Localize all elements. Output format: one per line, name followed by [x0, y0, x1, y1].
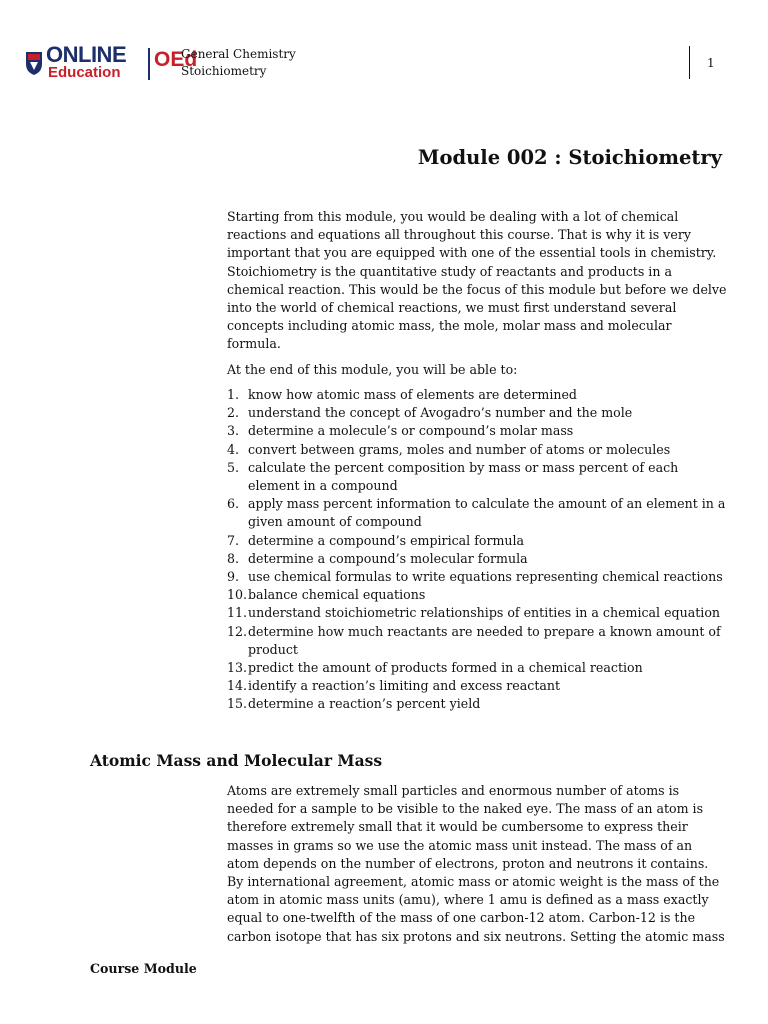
- list-item: [227, 386, 727, 404]
- list-item: [227, 659, 727, 677]
- list-number: 2.: [227, 405, 240, 421]
- list-number: 12.: [227, 623, 248, 639]
- list-number: 8.: [227, 550, 240, 566]
- list-number: 15.: [227, 696, 248, 712]
- list-item: [227, 404, 727, 422]
- list-number: 3.: [227, 423, 240, 439]
- list-number: 14.: [227, 678, 248, 694]
- list-number: 1.: [227, 387, 240, 402]
- list-number: 6.: [227, 496, 240, 512]
- list-item: [227, 495, 727, 531]
- shield-icon: [24, 50, 44, 76]
- list-item: [227, 677, 727, 695]
- outcomes-lead-text: At the end of this module, you will be able to:: [227, 362, 518, 377]
- list-item: [227, 459, 727, 495]
- intro-paragraph: [227, 208, 727, 354]
- logo-word-online: ONLINE: [46, 42, 127, 67]
- learning-outcomes-list: [227, 386, 727, 714]
- page-number-divider: [689, 46, 690, 79]
- list-item: [227, 586, 727, 604]
- section-heading: Atomic Mass and Molecular Mass: [90, 751, 383, 770]
- list-text: determine how much reactants are needed to prepare a known amount of product: [248, 623, 721, 657]
- course-name: General Chemistry: [181, 47, 296, 61]
- list-text: identify a reaction’s limiting and excess reactant: [248, 678, 561, 694]
- list-text: determine a compound’s empirical formula: [248, 532, 525, 548]
- topic-name: Stoichiometry: [181, 64, 267, 78]
- list-text: apply mass percent information to calculate the amount of an element in a given amount of compound: [248, 496, 726, 530]
- logo-divider: [148, 48, 150, 80]
- list-number: 10.: [227, 587, 248, 603]
- list-item: [227, 422, 727, 440]
- logo-word-education: Education: [48, 64, 121, 81]
- atomic-mass-paragraph: [227, 782, 727, 946]
- list-item: [227, 550, 727, 568]
- list-text: understand the concept of Avogadro’s number and the mole: [248, 405, 633, 421]
- list-number: 5.: [227, 459, 240, 475]
- list-number: 11.: [227, 605, 248, 621]
- list-text: predict the amount of products formed in a chemical reaction: [248, 660, 643, 676]
- list-text: know how atomic mass of elements are determined: [248, 387, 577, 402]
- page-number: 1: [707, 56, 715, 70]
- intro-text: Starting from this module, you would be dealing with a lot of chemical reactions and equations all throughout this course. That is why it is very important that you are equipped with one of the essential tools in chemistry. Stoichiometry is the quantitative study of reactants and products in a chemical reaction. This would be the focus of this module but before we delve into the world of chemical reactions, we must first understand several concepts including atomic mass, the mole, molar mass and molecular formula.: [227, 209, 727, 352]
- outcomes-lead: [227, 361, 727, 379]
- list-number: 4.: [227, 441, 240, 457]
- list-item: [227, 568, 727, 586]
- list-item: [227, 604, 727, 622]
- list-text: use chemical formulas to write equations representing chemical reactions: [248, 569, 723, 585]
- footer-label: Course Module: [90, 961, 197, 976]
- institution-logo: [24, 42, 198, 84]
- list-text: convert between grams, moles and number of atoms or molecules: [248, 441, 671, 457]
- list-number: 13.: [227, 660, 248, 676]
- logo-abbreviation: OEd: [154, 48, 198, 71]
- list-text: balance chemical equations: [248, 587, 426, 603]
- list-number: 7.: [227, 532, 240, 548]
- list-item: [227, 695, 727, 713]
- list-text: determine a molecule’s or compound’s molar mass: [248, 423, 574, 439]
- list-number: 9.: [227, 569, 240, 585]
- list-item: [227, 441, 727, 459]
- list-item: [227, 532, 727, 550]
- module-title: Module 002 : Stoichiometry: [417, 146, 722, 169]
- list-text: determine a reaction’s percent yield: [248, 696, 481, 712]
- atomic-mass-text: Atoms are extremely small particles and enormous number of atoms is needed for a sample to be visible to the naked eye. The mass of an atom is therefore extremely small that it would be cumbersome to express their masses in grams so we use the atomic mass unit instead. The mass of an atom depends on the number of electrons, proton and neutrons it contains. By international agreement, atomic mass or atomic weight is the mass of the atom in atomic mass units (amu), where 1 amu is defined as a mass exactly equal to one-twelfth of the mass of one carbon-12 atom. Carbon-12 is the carbon isotope that has six protons and six neutrons. Setting the atomic mass: [227, 783, 725, 944]
- list-text: determine a compound’s molecular formula: [248, 550, 528, 566]
- list-text: understand stoichiometric relationships of entities in a chemical equation: [248, 605, 721, 621]
- list-text: calculate the percent composition by mass or mass percent of each element in a compound: [248, 459, 679, 494]
- list-item: [227, 623, 727, 659]
- running-header: [181, 46, 296, 80]
